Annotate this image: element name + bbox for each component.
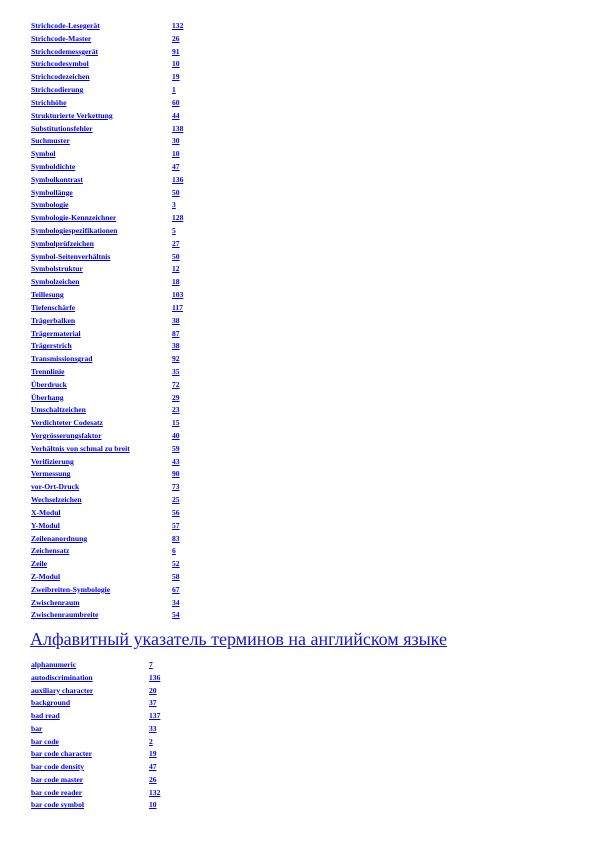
index-page-link[interactable]: 52 — [172, 559, 180, 569]
index-page-link[interactable]: 132 — [149, 787, 161, 797]
index-term-link[interactable]: Überdruck — [31, 379, 67, 389]
index-term-link[interactable]: Trägermaterial — [31, 328, 81, 338]
index-page-link[interactable]: 10 — [172, 149, 180, 159]
index-page-link[interactable]: 50 — [172, 187, 180, 197]
index-page-link[interactable]: 29 — [172, 392, 180, 402]
index-page-link[interactable]: 117 — [172, 302, 183, 312]
index-term-link[interactable]: Zweibreiten-Symbologie — [31, 584, 111, 594]
index-page-link[interactable]: 5 — [172, 226, 176, 235]
index-page-link[interactable]: 103 — [172, 290, 184, 300]
index-term-link[interactable]: Trägerbalken — [31, 315, 76, 325]
index-page-link[interactable]: 47 — [149, 762, 157, 771]
index-page-link[interactable]: 90 — [172, 469, 180, 479]
index-page-link[interactable]: 57 — [172, 520, 180, 530]
index-page-link[interactable]: 137 — [149, 711, 161, 720]
index-term-link[interactable]: Vergrösserungsfaktor — [31, 431, 102, 440]
index-page-link[interactable]: 27 — [172, 238, 180, 248]
index-term-link[interactable]: bar code master — [31, 774, 84, 784]
index-term-link[interactable]: Zeilenanordnung — [31, 533, 88, 543]
index-term-link[interactable]: bad read — [31, 711, 60, 720]
index-page-link[interactable]: 12 — [172, 264, 180, 274]
index-page-link[interactable]: 72 — [172, 379, 180, 389]
index-page-link[interactable]: 6 — [172, 546, 176, 556]
index-term-link[interactable]: Symbolzeichen — [31, 277, 80, 287]
index-page-link[interactable]: 91 — [172, 46, 180, 56]
index-term-link[interactable]: bar code — [31, 736, 59, 746]
index-page-link[interactable]: 73 — [172, 482, 180, 492]
index-term-link[interactable]: Symboldichte — [31, 161, 76, 171]
index-term-link[interactable]: bar code reader — [31, 787, 83, 797]
index-page-link[interactable]: 38 — [172, 341, 180, 351]
index-page-link[interactable]: 136 — [172, 174, 184, 184]
index-term-link[interactable]: Z-Modul — [31, 571, 61, 581]
index-term-link[interactable]: vor-Ort-Druck — [31, 482, 80, 492]
index-page-link[interactable]: 50 — [172, 251, 180, 261]
index-page-link[interactable]: 44 — [172, 110, 180, 120]
index-page-link[interactable]: 43 — [172, 456, 180, 466]
index-page-link[interactable]: 3 — [172, 200, 176, 210]
index-term-link[interactable]: Symbollänge — [31, 187, 73, 197]
index-page-link[interactable]: 2 — [149, 736, 153, 746]
index-term-link[interactable]: bar code character — [31, 749, 93, 759]
index-term-link[interactable]: Strichhöhe — [31, 97, 67, 107]
index-term-link[interactable]: X-Modul — [31, 507, 61, 517]
index-term-link[interactable]: Strichcodierung — [31, 85, 84, 95]
index-page-link[interactable]: 54 — [172, 610, 180, 620]
index-page-link[interactable]: 138 — [172, 123, 184, 133]
index-term-link[interactable]: Symbol — [31, 149, 56, 159]
index-term-link[interactable]: Strichcodemessgerät — [31, 46, 99, 56]
index-term-link[interactable]: Strichcodezeichen — [31, 72, 90, 82]
index-page-link[interactable]: 10 — [172, 59, 180, 69]
index-term-link[interactable]: bar — [31, 723, 43, 733]
index-page-link[interactable]: 33 — [149, 723, 157, 733]
index-term-link[interactable]: Zwischenraumbreite — [31, 610, 99, 620]
index-term-link[interactable]: autodiscrimination — [31, 672, 93, 682]
index-term-link[interactable]: Vermessung — [31, 469, 71, 479]
index-page-link[interactable]: 38 — [172, 315, 180, 325]
index-term-link[interactable]: Überhang — [31, 392, 64, 402]
index-page-link[interactable]: 26 — [149, 774, 157, 784]
index-term-link[interactable]: Strichcode-Master — [31, 33, 92, 43]
index-term-link[interactable]: Symbologie-Kennzeichner — [31, 213, 117, 223]
index-term-link[interactable]: Strukturierte Verkettung — [31, 110, 113, 120]
index-page-link[interactable]: 10 — [149, 800, 157, 810]
index-term-link[interactable]: alphanumeric — [31, 660, 77, 669]
index-page-link[interactable]: 83 — [172, 533, 180, 543]
index-page-link[interactable]: 47 — [172, 161, 180, 171]
index-term-link[interactable]: Verhältnis von schmal zu breit — [31, 443, 130, 453]
index-term-link[interactable]: Umschaltzeichen — [31, 405, 86, 415]
index-term-link[interactable]: auxiliary character — [31, 685, 94, 695]
index-term-link[interactable]: Strichcode-Lesegerät — [31, 21, 100, 30]
index-page-link[interactable]: 37 — [149, 698, 157, 708]
index-term-link[interactable]: Zeichensatz — [31, 546, 70, 556]
index-page-link[interactable]: 136 — [149, 672, 161, 682]
index-page-link[interactable]: 15 — [172, 418, 180, 428]
index-term-link[interactable]: Symbolstruktur — [31, 264, 83, 274]
index-page-link[interactable]: 60 — [172, 97, 180, 107]
index-term-link[interactable]: Symbolkontrast — [31, 174, 83, 184]
index-term-link[interactable]: Trägerstrich — [31, 341, 72, 351]
index-page-link[interactable]: 34 — [172, 597, 180, 607]
index-term-link[interactable]: bar code density — [31, 762, 85, 771]
index-term-link[interactable]: Wechselzeichen — [31, 495, 82, 505]
index-page-link[interactable]: 128 — [172, 213, 184, 223]
index-term-link[interactable]: Y-Modul — [31, 520, 60, 530]
index-page-link[interactable]: 132 — [172, 21, 184, 30]
index-term-link[interactable]: Transmissionsgrad — [31, 354, 93, 364]
index-term-link[interactable]: Tiefenschärfe — [31, 302, 76, 312]
index-term-link[interactable]: Suchmuster — [31, 136, 70, 146]
index-page-link[interactable]: 56 — [172, 507, 180, 517]
index-page-link[interactable]: 87 — [172, 328, 180, 338]
index-page-link[interactable]: 7 — [149, 660, 153, 669]
english-index-heading-link[interactable]: Алфавитный указатель терминов на английском языке — [30, 629, 447, 649]
index-page-link[interactable]: 1 — [172, 85, 176, 95]
index-term-link[interactable]: Symbolprüfzeichen — [31, 238, 94, 248]
index-page-link[interactable]: 19 — [149, 749, 157, 759]
index-page-link[interactable]: 25 — [172, 495, 180, 505]
index-page-link[interactable]: 58 — [172, 571, 180, 581]
index-page-link[interactable]: 26 — [172, 33, 180, 43]
index-term-link[interactable]: Verdichteter Codesatz — [31, 418, 103, 428]
index-term-link[interactable]: bar code symbol — [31, 800, 85, 810]
index-page-link[interactable]: 19 — [172, 72, 180, 82]
index-term-link[interactable]: Verifizierung — [31, 456, 74, 466]
index-term-link[interactable]: Substitutionsfehler — [31, 123, 93, 133]
index-term-link[interactable]: Symbologiespezifikationen — [31, 226, 118, 235]
index-page-link[interactable]: 30 — [172, 136, 180, 146]
index-term-link[interactable]: Strichcodesymbol — [31, 59, 89, 69]
index-page-link[interactable]: 18 — [172, 277, 180, 287]
index-term-link[interactable]: Trennlinie — [31, 366, 65, 376]
index-page-link[interactable]: 67 — [172, 584, 180, 594]
index-term-link[interactable]: Symbol-Seitenverhältnis — [31, 251, 111, 261]
english-index-heading — [30, 627, 447, 651]
index-term-link[interactable]: Zwischenraum — [31, 597, 80, 607]
index-page-link[interactable]: 92 — [172, 354, 180, 364]
index-term-link[interactable]: Zeile — [31, 559, 48, 569]
index-term-link[interactable]: Teillesung — [31, 290, 64, 300]
index-page-link[interactable]: 59 — [172, 443, 180, 453]
index-page-link[interactable]: 20 — [149, 685, 157, 695]
index-term-link[interactable]: background — [31, 698, 71, 708]
index-page-link[interactable]: 35 — [172, 366, 180, 376]
index-term-link[interactable]: Symbologie — [31, 200, 69, 210]
index-page-link[interactable]: 23 — [172, 405, 180, 415]
index-page-link[interactable]: 40 — [172, 431, 180, 440]
